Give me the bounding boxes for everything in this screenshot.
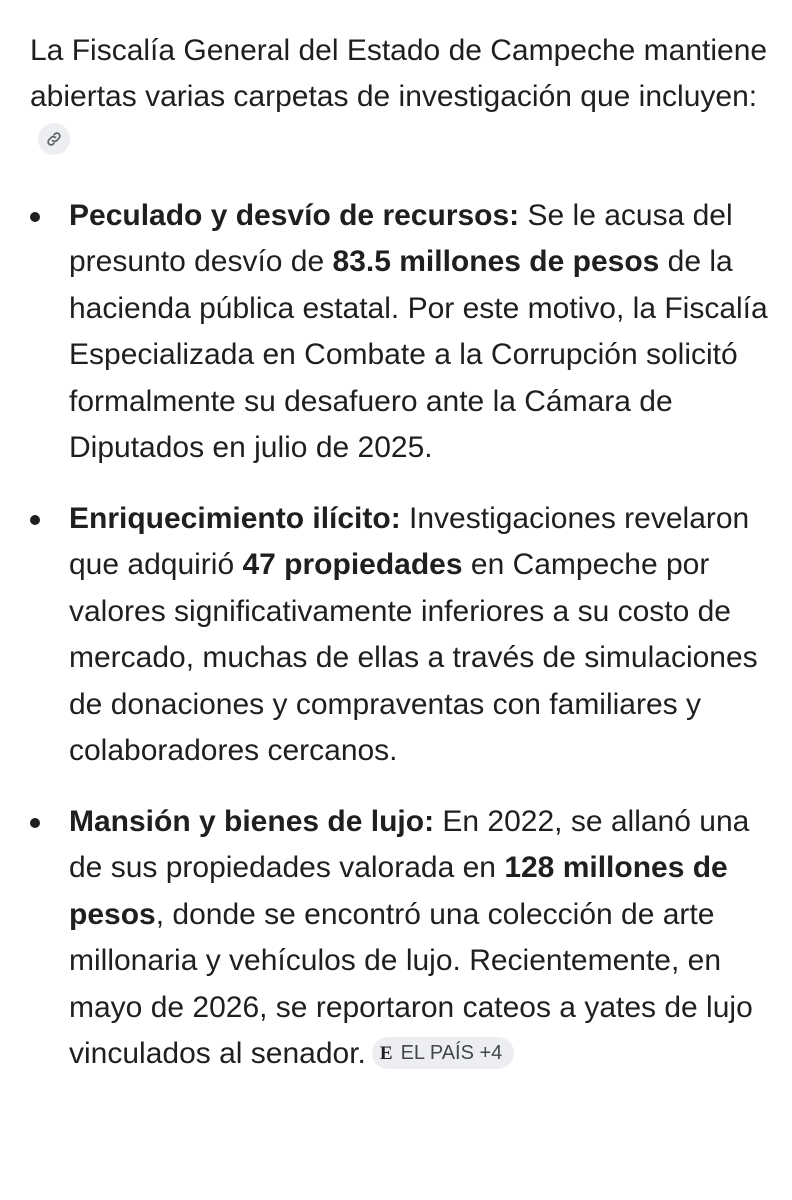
item-title: Mansión y bienes de lujo:: [69, 804, 435, 838]
item-text: Se le acusa del presunto desvío de: [69, 198, 733, 278]
link-icon[interactable]: [38, 123, 70, 155]
bullet-icon: [30, 515, 40, 525]
item-highlight: 47 propiedades: [242, 548, 463, 581]
item-highlight: 83.5 millones de pesos: [332, 245, 660, 278]
response-content: [30, 28, 770, 1102]
intro-text: La Fiscalía General del Estado de Campeche mantiene abiertas varias carpetas de investigación que incluyen:: [30, 34, 768, 113]
source-more-count: +4: [479, 1042, 503, 1064]
cut-off-heading-text: [30, 0, 210, 4]
item-text: en Campeche por valores significativamente inferiores a su costo de mercado, muchas de ellas a través de simulaciones de donaciones y compraventas con familiares y colaboradores cercanos.: [69, 548, 758, 767]
source-name: EL PAÍS: [400, 1042, 474, 1064]
item-text: de la hacienda pública estatal. Por este motivo, la Fiscalía Especializada en Combate a la Corrupción solicitó formalmente su desafuero ante la Cámara de Diputados en julio de 2025.: [69, 245, 768, 464]
item-text: Investigaciones revelaron que adquirió: [69, 501, 750, 581]
cut-off-heading: [30, 0, 210, 4]
item-title: Enriquecimiento ilícito:: [69, 501, 401, 535]
list-item: [30, 799, 770, 1078]
list-item: [30, 193, 770, 472]
item-text: , donde se encontró una colección de arte millonaria y vehículos de lujo. Recientemente, en mayo de 2026, se reportaron cateos a yates de lujo vinculados al senador.: [69, 897, 753, 1070]
item-title: Peculado y desvío de recursos:: [69, 198, 520, 232]
el-pais-logo-icon: E: [379, 1043, 393, 1064]
intro-paragraph: [30, 28, 770, 165]
item-highlight: 128 millones de pesos: [69, 851, 728, 931]
investigation-list: [30, 193, 770, 1078]
item-text: En 2022, se allanó una de sus propiedades valorada en: [69, 804, 750, 884]
source-chip-button[interactable]: [372, 1037, 514, 1069]
list-item: [30, 496, 770, 775]
bullet-icon: [30, 212, 40, 222]
bullet-icon: [30, 818, 40, 828]
